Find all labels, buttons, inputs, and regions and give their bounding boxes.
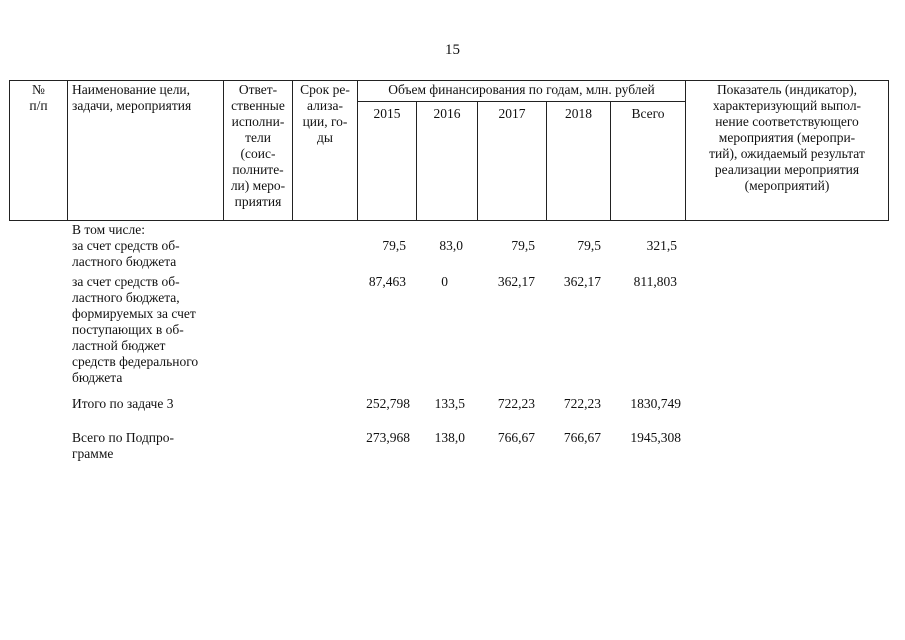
row-task3-total-2017: 722,23 xyxy=(497,396,535,411)
header-name: Наименование цели, задачи, мероприятия xyxy=(72,82,192,113)
row-regional-budget-2016: 83,0 xyxy=(439,238,463,253)
row-task3-total-2018: 722,23 xyxy=(563,396,601,411)
years-separator xyxy=(357,101,685,102)
table-top-border xyxy=(9,80,889,81)
header-year-2015: 2015 xyxy=(373,106,401,121)
row-subprogram-total-total: 1945,308 xyxy=(630,430,681,445)
row-including-label: В том числе: xyxy=(72,222,145,237)
row-task3-total-2015: 252,798 xyxy=(366,396,410,411)
row-subprogram-total-2016: 138,0 xyxy=(434,430,465,445)
header-year-2018: 2018 xyxy=(565,106,592,121)
vline-num-name xyxy=(67,80,68,221)
row-task3-total-label: Итого по задаче 3 xyxy=(72,396,174,411)
row-federal-funds-2016: 0 xyxy=(441,274,448,289)
row-subprogram-total-2018: 766,67 xyxy=(563,430,601,445)
row-subprogram-total-2017: 766,67 xyxy=(497,430,535,445)
row-regional-budget-2018: 79,5 xyxy=(577,238,601,253)
header-bottom-border xyxy=(9,220,889,221)
header-year-2016: 2016 xyxy=(433,106,461,121)
vline-term-funding xyxy=(357,80,358,221)
header-year-2017: 2017 xyxy=(498,106,526,121)
row-subprogram-total-2015: 273,968 xyxy=(366,430,410,445)
row-regional-budget-label: за счет средств об- ластного бюджета xyxy=(72,238,180,269)
row-federal-funds-total: 811,803 xyxy=(633,274,677,289)
header-executors: Ответ- ственные исполни- тели (соис- полните- ли) меро- приятия xyxy=(230,82,286,209)
header-year-total: Всего xyxy=(631,106,665,121)
row-subprogram-total-label: Всего по Подпро- грамме xyxy=(72,430,175,461)
row-regional-budget-2015: 79,5 xyxy=(382,238,406,253)
row-federal-funds-2017: 362,17 xyxy=(497,274,535,289)
header-indicator: Показатель (индикатор), характеризующий выпол- нение соответствующего мероприятия (меропри- тий), ожидаемый результат реализации мероприятия (мероприятий) xyxy=(709,82,865,193)
vline-right xyxy=(888,80,889,221)
page-number: 15 xyxy=(445,42,460,58)
header-funding-title: Объем финансирования по годам, млн. рублей xyxy=(388,82,655,97)
row-regional-budget-2017: 79,5 xyxy=(511,238,535,253)
header-term: Срок ре- ализа- ции, го- ды xyxy=(300,82,350,145)
row-federal-funds-label: за счет средств об- ластного бюджета, формируемых за счет поступающих в об- ластной бюджет средств федерального бюджета xyxy=(72,274,199,385)
row-federal-funds-2015: 87,463 xyxy=(368,274,406,289)
row-task3-total-2016: 133,5 xyxy=(434,396,465,411)
header-num: № п/п xyxy=(29,82,48,113)
row-federal-funds-2018: 362,17 xyxy=(563,274,601,289)
row-task3-total-total: 1830,749 xyxy=(630,396,681,411)
row-regional-budget-total: 321,5 xyxy=(646,238,677,253)
